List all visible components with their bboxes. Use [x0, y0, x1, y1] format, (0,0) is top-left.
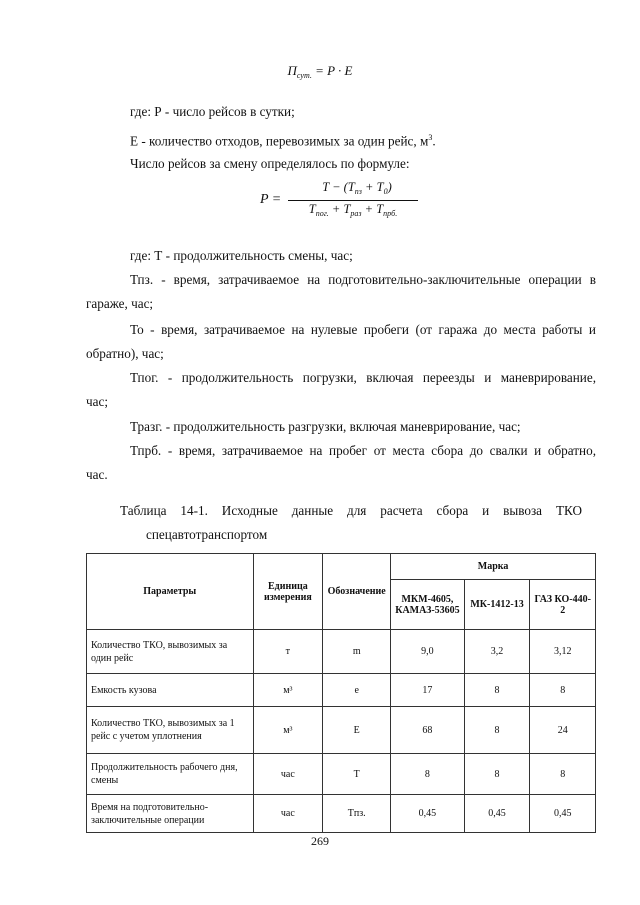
- source-data-table: [86, 553, 596, 833]
- cell-param: Емкость кузова: [87, 674, 254, 707]
- text-tprb-line1: Тпрб. - время, затрачиваемое на пробег от места сбора до свалки и обратно,: [130, 443, 596, 458]
- formula-lhs: П: [287, 63, 297, 78]
- table-row: [87, 795, 596, 833]
- cell-value: 0,45: [530, 795, 596, 833]
- table-row: [87, 707, 596, 754]
- formula-rhs: = P · E: [315, 63, 353, 78]
- table-row: [87, 674, 596, 707]
- fraction-bar: [288, 200, 418, 201]
- cell-value: 8: [464, 707, 530, 754]
- formula-denominator: $T_{пог.} + T_{раз} + T_{прб.}$: [308, 202, 398, 218]
- cell-value: 8: [391, 754, 464, 795]
- cell-param: Количество ТКО, вывозимых за один рейс: [87, 630, 254, 674]
- text-to-line1: То - время, затрачиваемое на нулевые пробеги (от гаража до места работы и: [130, 322, 596, 337]
- text-tpz-line2: гараже, час;: [86, 296, 154, 311]
- text-tpz-line1: Тпз. - время, затрачиваемое на подготовительно-заключительные операции в: [130, 272, 596, 287]
- cell-value: 0,45: [391, 795, 464, 833]
- cell-unit: час: [253, 795, 323, 833]
- header-symbol: Обозначение: [323, 554, 391, 630]
- formula-lhs-subscript: сут.: [296, 71, 312, 80]
- header-params: Параметры: [87, 554, 254, 630]
- header-brand-3: ГАЗ КО-440-2: [530, 580, 596, 630]
- cell-unit: час: [253, 754, 323, 795]
- cell-unit: т: [253, 630, 323, 674]
- cell-symbol: e: [323, 674, 391, 707]
- text-e-definition: Е - количество отходов, перевозимых за один рейс, $м^3$.: [130, 133, 436, 149]
- cell-value: 8: [464, 754, 530, 795]
- cell-value: 8: [464, 674, 530, 707]
- table-caption-line2: спецавтотранспортом: [146, 527, 268, 542]
- formula-numerator: $T - (T_{пз} + T_0)$: [322, 180, 392, 196]
- cell-value: 0,45: [464, 795, 530, 833]
- text-where-p: где: Р - число рейсов в сутки;: [130, 104, 295, 119]
- cell-unit: м³: [253, 674, 323, 707]
- table-row: [87, 630, 596, 674]
- text-to-line2: обратно), час;: [86, 346, 164, 361]
- header-brand-2: МК-1412-13: [464, 580, 530, 630]
- cell-symbol: Tпз.: [323, 795, 391, 833]
- cell-param: Количество ТКО, вывозимых за 1 рейс с учетом уплотнения: [87, 707, 254, 754]
- header-brand-1: МКМ-4605, КАМАЗ-53605: [391, 580, 464, 630]
- cell-param: Продолжительность рабочего дня, смены: [87, 754, 254, 795]
- text-tprb-line2: час.: [86, 467, 108, 482]
- page-number: 269: [311, 834, 329, 848]
- cell-value: 24: [530, 707, 596, 754]
- table-caption-line1: Таблица 14-1. Исходные данные для расчета сбора и вывоза ТКО: [120, 503, 582, 518]
- cell-value: 3,2: [464, 630, 530, 674]
- cell-symbol: m: [323, 630, 391, 674]
- header-brand: Марка: [391, 554, 596, 580]
- header-unit: Единица измерения: [253, 554, 323, 630]
- text-tpog-line2: час;: [86, 394, 109, 409]
- cell-unit: м³: [253, 707, 323, 754]
- cell-value: 68: [391, 707, 464, 754]
- text-trazg: Тразг. - продолжительность разгрузки, включая маневрирование, час;: [130, 419, 521, 434]
- text-tpog-line1: Тпог. - продолжительность погрузки, включая переезды и маневрирование,: [130, 370, 596, 385]
- cell-value: 8: [530, 754, 596, 795]
- cell-param: Время на подготовительно-заключительные операции: [87, 795, 254, 833]
- table-row: [87, 754, 596, 795]
- cell-value: 3,12: [530, 630, 596, 674]
- cell-symbol: T: [323, 754, 391, 795]
- cell-symbol: E: [323, 707, 391, 754]
- cell-value: 8: [530, 674, 596, 707]
- text-where-t: где: Т - продолжительность смены, час;: [130, 248, 353, 263]
- cell-value: 17: [391, 674, 464, 707]
- cell-value: 9,0: [391, 630, 464, 674]
- formula-p-lhs: P =: [260, 192, 282, 207]
- formula-daily-productivity: [0, 63, 640, 80]
- text-trips-formula-intro: Число рейсов за смену определялось по формуле:: [130, 156, 410, 171]
